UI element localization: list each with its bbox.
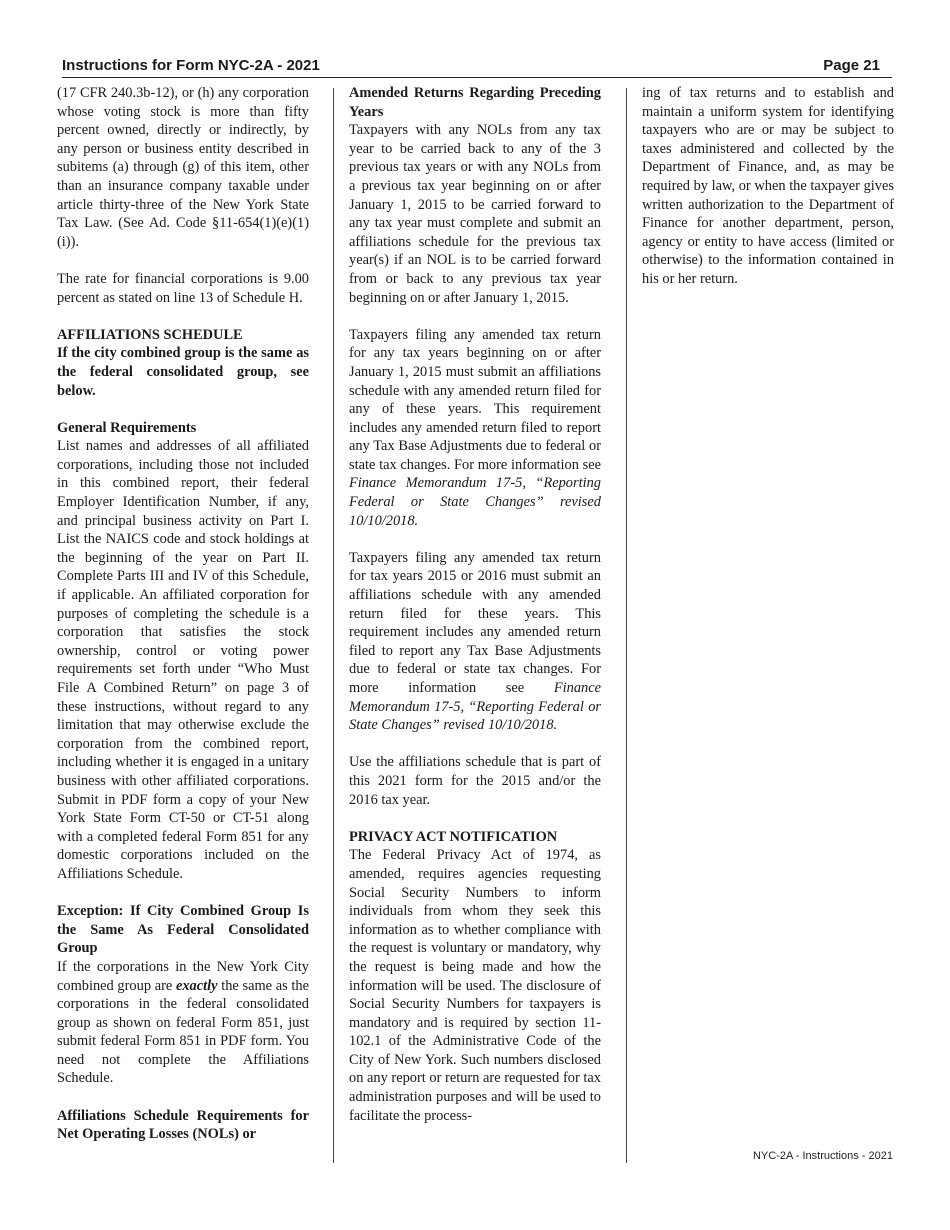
amended-2015-text: Taxpayers filing any amended tax return for any tax years beginning on or after January 1, 2015 must submit an affiliations schedule with any amended return filed for any of these years. This requirement includes any amended return filed to report any Tax Base Adjustments due to federal or state tax changes. For more information see [349, 326, 601, 473]
exception-emphasis: exactly [175, 977, 218, 994]
heading-privacy-act: PRIVACY ACT NOTIFICATION [349, 828, 558, 845]
finance-memo-reference-2: Finance Memorandum 17-5, “Reporting Federal or State Changes” revised 10/10/2018. [349, 680, 601, 734]
paragraph-general-requirements: List names and addresses of all affiliated corporations, including those not included in this combined report, their federal Employer Identification Number, if any, and principal business activity on Part I. List the NAICS code and stock holdings at the beginning of the year on Part II. Complete Parts III and IV of this Schedule, if applicable. An affiliated corporation for purposes of completing the schedule is a corporation that satisfies the stock ownership, control or voting power requirements set forth under “Who Must File A Combined Return” on page 3 of these instructions, without regard to any limitation that may otherwise exclude the corporation from the combined report, including whether it is engaged in a unitary business with other affiliated corporations. Submit in PDF form a copy of your New York State Form CT-50 or CT-51 along with a completed federal Form 851 for any domestic corporations included on the Affiliations Schedule. [57, 438, 309, 882]
exception-text-start: If the corporations in the New York City combined group are [57, 958, 309, 994]
paragraph-exception [57, 958, 309, 1088]
paragraph-privacy-act: The Federal Privacy Act of 1974, as amended, requires agencies requesting Social Security Numbers to inform individuals from whom they seek this information as to whether compliance with the request is voluntary or mandatory, why the request is being made and how the information will be used. The disclosure of Social Security Numbers for taxpayers is mandatory and is required by section 11-102.1 of the Administrative Code of the City of New York. Such numbers disclosed on any report or return are requested for tax administration purposes and will be used to facilitate the process- [349, 847, 601, 1124]
column-divider-1 [333, 88, 334, 1163]
paragraph-amended-2015 [349, 326, 601, 531]
page-number: Page 21 [823, 57, 880, 74]
column-3 [642, 84, 894, 307]
section-general-requirements [57, 419, 309, 884]
subheading-same-group: If the city combined group is the same as the federal consolidated group, see below. [57, 345, 309, 399]
section-amended-returns [349, 84, 601, 307]
heading-exception: Exception: If City Combined Group Is the Same As Federal Consolidated Group [57, 903, 309, 957]
document-title: Instructions for Form NYC-2A - 2021 [62, 57, 320, 74]
finance-memo-reference-1: Finance Memorandum 17-5, “Reporting Federal or State Changes” revised 10/10/2018. [349, 475, 601, 529]
page-footer: NYC-2A - Instructions - 2021 [752, 1150, 893, 1162]
paragraph-amended-2015-2016 [349, 549, 601, 735]
heading-amended-returns: Amended Returns Regarding Preceding Years [349, 85, 601, 120]
section-affiliations [57, 326, 309, 400]
page-header [62, 55, 892, 78]
column-1 [57, 84, 309, 1144]
column-divider-2 [626, 88, 627, 1163]
paragraph-use-schedule: Use the affiliations schedule that is part of this 2021 form for the 2015 and/or the 2016 tax year. [349, 754, 601, 808]
paragraph-financial-rate: The rate for financial corporations is 9.00 percent as stated on line 13 of Schedule H. [57, 270, 309, 306]
column-2 [349, 84, 601, 1144]
exception-text-end: the same as the corporations in the federal consolidated group as shown on federal Form 851, just submit federal Form 851 in PDF form. You need not complete the Affiliations Schedule. [57, 977, 310, 1087]
heading-affiliations-schedule: AFFILIATIONS SCHEDULE [57, 326, 243, 343]
section-privacy [349, 828, 601, 1126]
paragraph-definition-continued: (17 CFR 240.3b-12), or (h) any corporation whose voting stock is more than fifty percent owned, directly or indirectly, by any person or business entity described in subitems (a) through (g) of this item, other than an insurance company taxable under article thirty-three of the New York State Tax Law. (See Ad. Code §11-654(1)(e)(1)(i)). [57, 85, 309, 250]
paragraph-nol-carry: Taxpayers with any NOLs from any tax year to be carried back to any of the 3 previous tax years or with any NOLs from a previous tax year beginning on or after January 1, 2015 to be carried forward to any tax year must complete and submit an affiliations schedule for the previous tax year(s) if an NOL is to be carried forward from or back to any previous tax year beginning on or after January 1, 2015. [349, 122, 601, 306]
section-exception [57, 902, 309, 1088]
paragraph-privacy-continued: ing of tax returns and to establish and maintain a uniform system for identifying taxpayers who are or may be subject to taxes administered and collected by the Department of Finance, and, as may be required by law, or when the taxpayer gives written authorization to the Department of Finance for another department, person, agency or entity to have access (limited or otherwise) to the information contained in his or her return. [642, 85, 894, 287]
heading-general-requirements: General Requirements [57, 419, 197, 436]
heading-nol-requirements: Affiliations Schedule Requirements for Net Operating Losses (NOLs) or [57, 1107, 309, 1143]
amended-2015-2016-text: Taxpayers filing any amended tax return for tax years 2015 or 2016 must submit an affiliations schedule with any amended return filed for these years. This requirement includes any amended return filed to report any Tax Base Adjustments due to federal or state tax changes. For more information see [349, 549, 601, 696]
